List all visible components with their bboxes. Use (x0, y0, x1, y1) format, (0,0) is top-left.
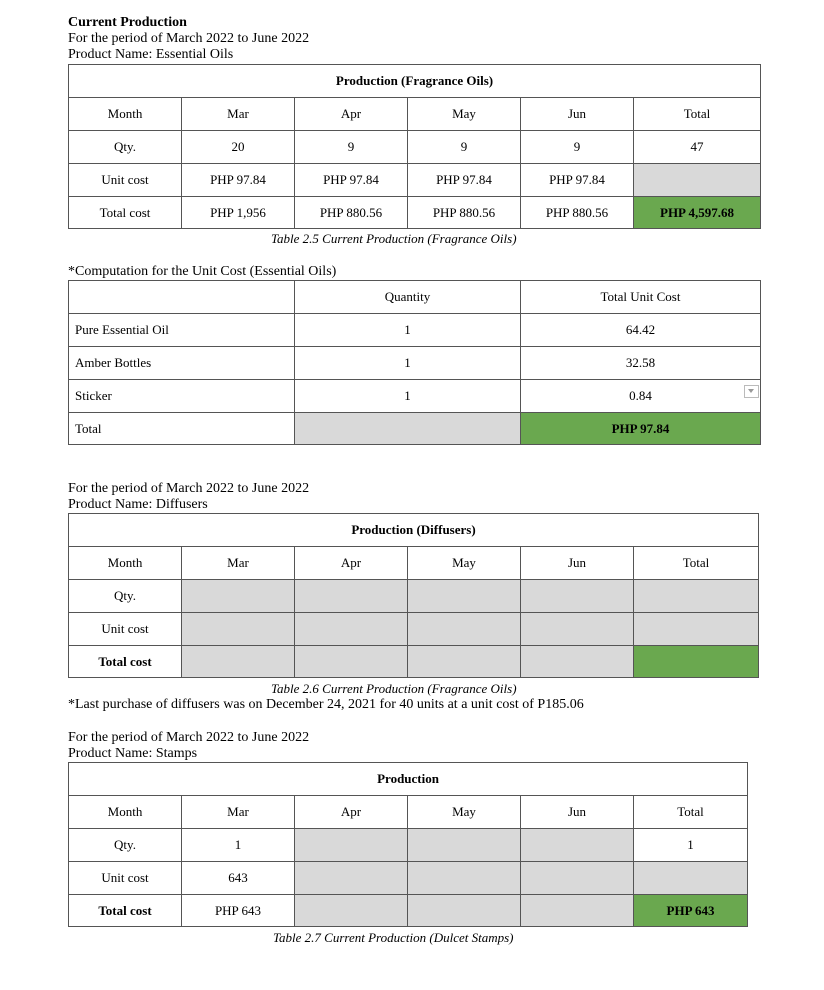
row-label: Total cost (69, 197, 182, 229)
row-label: Qty. (69, 580, 182, 613)
table-cell: 47 (634, 131, 761, 164)
row-label: Qty. (69, 829, 182, 862)
row-label: Unit cost (69, 862, 182, 895)
table-row (69, 197, 761, 229)
table-cell-empty (408, 646, 521, 678)
table-row (69, 314, 761, 347)
row-label: Pure Essential Oil (69, 314, 295, 347)
table-caption: Table 2.5 Current Production (Fragrance Oils) (271, 231, 517, 246)
table-cell-empty (182, 613, 295, 646)
grand-total-cell: PHP 643 (634, 895, 748, 927)
table-row (69, 413, 761, 445)
table-cell: 1 (295, 380, 521, 413)
table-cell-empty (408, 613, 521, 646)
table-cell: PHP 880.56 (521, 197, 634, 229)
page-title: Current Production (68, 15, 187, 30)
table-cell: PHP 880.56 (295, 197, 408, 229)
table-cell-empty (521, 862, 634, 895)
table-cell-empty (521, 829, 634, 862)
table-cell: 1 (295, 347, 521, 380)
table-cell-empty (634, 164, 761, 197)
row-label: Total (69, 413, 295, 445)
table-row (69, 580, 759, 613)
row-label: Amber Bottles (69, 347, 295, 380)
row-label: Sticker (69, 380, 295, 413)
col-header: May (408, 796, 521, 829)
table-cell-empty (521, 613, 634, 646)
table-caption: Table 2.7 Current Production (Dulcet Stamps) (273, 930, 514, 945)
col-header: Total Unit Cost (521, 281, 761, 314)
table-cell: 1 (634, 829, 748, 862)
col-header: Jun (521, 796, 634, 829)
col-header: Month (69, 547, 182, 580)
product-name: Product Name: Diffusers (68, 497, 208, 512)
table-cell-empty (634, 862, 748, 895)
table-cell-empty (295, 413, 521, 445)
table-cell-empty (521, 895, 634, 927)
table-cell: 64.42 (521, 314, 761, 347)
table-cell: PHP 97.84 (408, 164, 521, 197)
table-cell: 9 (521, 131, 634, 164)
col-header: Total (634, 796, 748, 829)
period-text: For the period of March 2022 to June 2022 (68, 481, 310, 496)
table-row (69, 131, 761, 164)
table-cell: 0.84 (521, 380, 761, 413)
col-header: Mar (182, 547, 295, 580)
table-row (69, 347, 761, 380)
table-title: Production (69, 763, 748, 796)
col-header (69, 281, 295, 314)
table-cell: PHP 97.84 (521, 164, 634, 197)
table-cell-empty (295, 862, 408, 895)
table-cell: 9 (295, 131, 408, 164)
table-row (69, 895, 748, 927)
product-name: Product Name: Stamps (68, 746, 198, 761)
table-cell: PHP 97.84 (295, 164, 408, 197)
period-text: For the period of March 2022 to June 2022 (68, 730, 310, 745)
table-cell: PHP 643 (182, 895, 295, 927)
table-cell-empty (182, 646, 295, 678)
diffusers-production-table (68, 513, 759, 678)
row-label: Total cost (69, 646, 182, 678)
table-title: Production (Fragrance Oils) (69, 65, 761, 98)
table-cell-empty (408, 862, 521, 895)
table-row (69, 380, 761, 413)
dropdown-arrow-icon[interactable] (744, 385, 759, 398)
table-cell-empty (408, 895, 521, 927)
col-header: Total (634, 98, 761, 131)
table-cell-empty (408, 829, 521, 862)
grand-total-cell: PHP 97.84 (521, 413, 761, 445)
col-header: Month (69, 98, 182, 131)
table-cell-empty (295, 829, 408, 862)
row-label: Unit cost (69, 164, 182, 197)
col-header: May (408, 98, 521, 131)
fragrance-production-table (68, 64, 761, 229)
row-label: Unit cost (69, 613, 182, 646)
col-header: Total (634, 547, 759, 580)
table-cell-empty (634, 580, 759, 613)
table-cell-empty (295, 895, 408, 927)
col-header: Jun (521, 547, 634, 580)
col-header: Mar (182, 98, 295, 131)
row-label: Total cost (69, 895, 182, 927)
computation-note: *Computation for the Unit Cost (Essential Oils) (68, 264, 337, 279)
col-header: Month (69, 796, 182, 829)
col-header: Apr (295, 547, 408, 580)
table-row (69, 862, 748, 895)
table-row (69, 164, 761, 197)
table-title: Production (Diffusers) (69, 514, 759, 547)
diffusers-note: *Last purchase of diffusers was on December 24, 2021 for 40 units at a unit cost of P185.06 (68, 697, 584, 712)
table-cell-empty (408, 580, 521, 613)
table-caption: Table 2.6 Current Production (Fragrance Oils) (271, 681, 517, 696)
table-cell: 32.58 (521, 347, 761, 380)
product-name: Product Name: Essential Oils (68, 47, 234, 62)
table-cell-empty (634, 613, 759, 646)
unit-cost-computation-table (68, 280, 761, 445)
table-cell: PHP 1,956 (182, 197, 295, 229)
table-cell-empty (521, 580, 634, 613)
col-header: Mar (182, 796, 295, 829)
period-text: For the period of March 2022 to June 2022 (68, 31, 310, 46)
table-cell-empty (182, 580, 295, 613)
grand-total-cell (634, 646, 759, 678)
table-cell-empty (521, 646, 634, 678)
table-row (69, 613, 759, 646)
table-cell: 9 (408, 131, 521, 164)
row-label: Qty. (69, 131, 182, 164)
table-row (69, 829, 748, 862)
table-cell: 20 (182, 131, 295, 164)
table-cell-empty (295, 646, 408, 678)
table-cell: PHP 880.56 (408, 197, 521, 229)
col-header: Apr (295, 796, 408, 829)
grand-total-cell: PHP 4,597.68 (634, 197, 761, 229)
table-cell: 1 (182, 829, 295, 862)
stamps-production-table (68, 762, 748, 927)
table-cell-empty (295, 580, 408, 613)
table-cell: 643 (182, 862, 295, 895)
col-header: Jun (521, 98, 634, 131)
col-header: May (408, 547, 521, 580)
table-cell-empty (295, 613, 408, 646)
col-header: Quantity (295, 281, 521, 314)
table-row (69, 646, 759, 678)
table-cell: PHP 97.84 (182, 164, 295, 197)
table-cell: 1 (295, 314, 521, 347)
col-header: Apr (295, 98, 408, 131)
